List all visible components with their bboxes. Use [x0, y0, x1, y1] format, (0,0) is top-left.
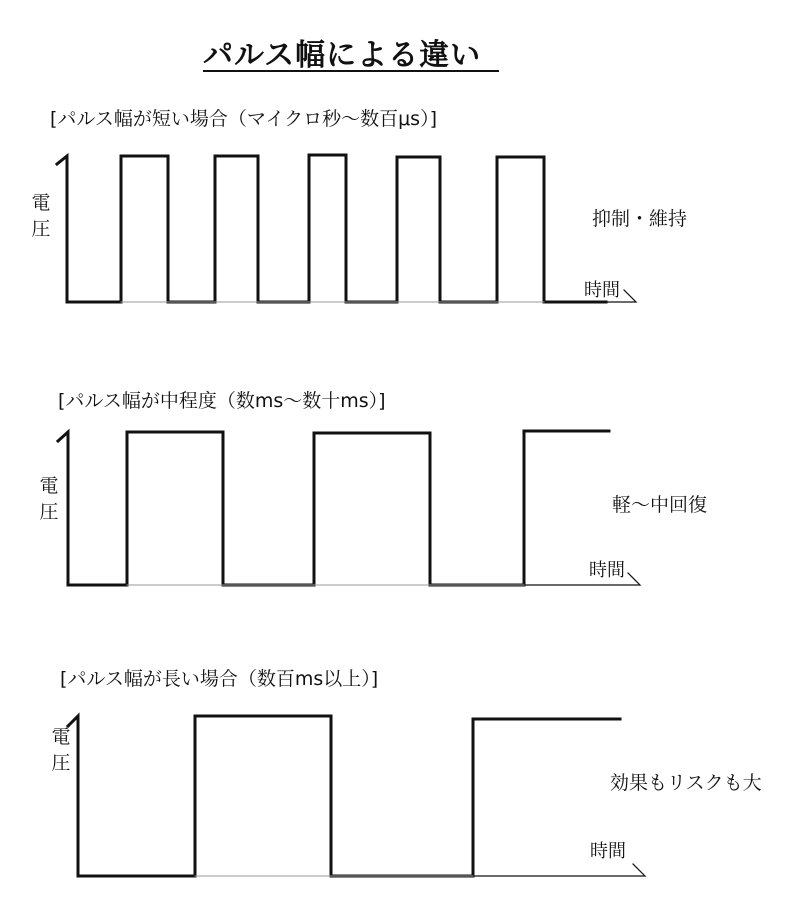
note-medium: 軽〜中回復	[612, 494, 708, 516]
time-label-short: 時間	[584, 280, 620, 301]
axis-short	[57, 156, 67, 302]
time-arrow-medium	[524, 573, 640, 585]
section-label-short: [パルス幅が短い場合（マイクロ秒〜数百μs）]	[50, 108, 437, 130]
axis-medium	[58, 432, 68, 585]
waveform-short	[67, 155, 606, 302]
time-label-long: 時間	[590, 841, 626, 862]
waveform-long	[78, 716, 620, 876]
note-short: 抑制・維持	[592, 208, 688, 230]
axis-long	[68, 716, 78, 876]
page-title: パルス幅による違い	[203, 38, 482, 73]
time-label-medium: 時間	[589, 560, 625, 581]
note-long: 効果もリスクも大	[610, 772, 762, 794]
waveform-medium	[68, 431, 609, 585]
voltage-label-long: 電 圧	[51, 726, 71, 774]
time-arrow-long	[473, 864, 645, 876]
time-arrow-short	[606, 290, 636, 302]
voltage-label-medium: 電 圧	[39, 475, 59, 523]
section-label-long: [パルス幅が長い場合（数百ms以上）]	[60, 668, 379, 690]
voltage-label-short: 電 圧	[31, 192, 51, 240]
section-label-medium: [パルス幅が中程度（数ms〜数十ms）]	[58, 390, 386, 412]
